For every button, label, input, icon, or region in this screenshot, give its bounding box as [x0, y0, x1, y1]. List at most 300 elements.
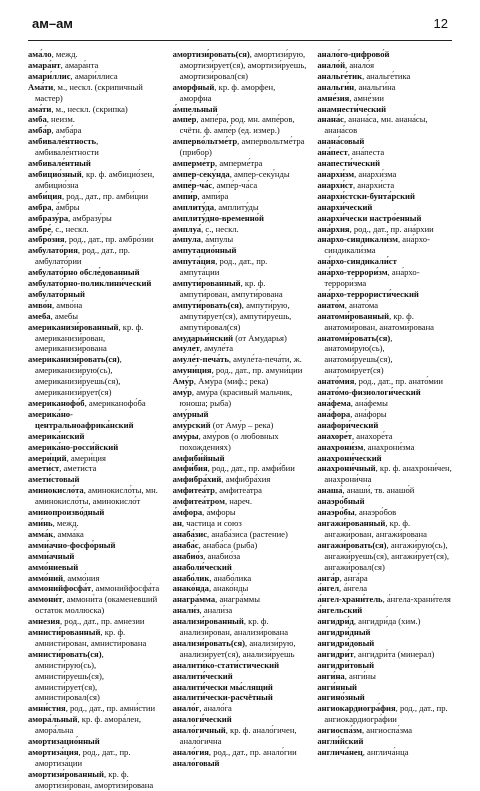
headword: анахоре́т [317, 430, 352, 441]
dictionary-entry [317, 93, 452, 104]
running-head: ам–ам [32, 16, 73, 31]
dictionary-entry [28, 551, 163, 562]
headword: ампер-секу́нда [172, 168, 230, 179]
headword: ангиоспа́зм [317, 725, 362, 736]
dictionary-entry [28, 224, 163, 235]
entry-grammar: , ампе́р-ча́са [212, 179, 258, 190]
headword: анало́го-цифрово́й [317, 49, 390, 59]
entry-grammar: , кр. ф. американизи́рован, американизи́рована [35, 321, 144, 354]
entry-grammar: , частица и союз [181, 517, 242, 528]
dictionary-entry [173, 202, 308, 213]
dictionary-entry [28, 540, 163, 551]
headword: анамнести́ческий [317, 103, 387, 114]
dictionary-entry [173, 453, 308, 464]
entry-grammar: , с., нескл. [201, 223, 239, 234]
headword: аналити́чески мы́слящий [172, 681, 273, 692]
entry-grammar: , а́нгела-храни́теля [382, 594, 451, 605]
entry-grammar: , анги́ны [344, 670, 376, 681]
dictionary-entry [317, 213, 452, 224]
headword: анализи́рованный [172, 616, 244, 627]
headword: анархи́ческий [317, 201, 373, 212]
entry-grammar: , анаба́са (рыба) [198, 539, 258, 550]
dictionary-entry [317, 660, 452, 671]
dictionary-entry [173, 49, 308, 82]
dictionary-entry [173, 703, 308, 714]
headword: амортизи́рованный [28, 768, 104, 779]
headword: анатоми́ровать(ся) [317, 332, 391, 343]
headword: анако́нда [172, 583, 209, 594]
headword: анархи́чески настро́енный [317, 212, 422, 223]
entry-grammar: , анатоми́рую(сь), анатоми́руешь(ся), анатоми́рует(ся) [324, 332, 393, 376]
dictionary-entry [173, 594, 308, 605]
entry-grammar: , кр. ф. аморфен, аморфна [179, 81, 276, 103]
headword: амплиту́да [172, 201, 215, 212]
entry-grammar: , анало́я [345, 59, 375, 70]
headword: амери́ций [28, 452, 67, 463]
entry-grammar: , кр. ф. анало́гичен, анало́гична [179, 725, 297, 747]
entry-grammar: , аму́ра (красивый мальчик, юноша; рыба) [179, 387, 293, 408]
dictionary-entry [28, 234, 163, 245]
entry-grammar: , амба́ра [51, 125, 82, 136]
headword: аналити́чески-расчётный [172, 692, 273, 703]
dictionary-entry [173, 409, 308, 420]
dictionary-entry [173, 714, 308, 725]
headword: анана́с [317, 114, 344, 125]
dictionary-entry [173, 562, 308, 573]
headword: аналити́ко-стати́стический [172, 659, 280, 670]
dictionary-entry [28, 769, 163, 791]
dictionary-columns [28, 49, 452, 791]
headword: амари́ллис [28, 70, 71, 81]
headword: ами́нь [28, 517, 53, 528]
entry-grammar: , анако́нды [208, 583, 249, 594]
dictionary-entry [317, 594, 452, 605]
headword: амортиза́ция [28, 747, 79, 757]
entry-grammar: , род., дат., пр. амнезии [59, 616, 145, 627]
dictionary-entry [317, 453, 452, 464]
dictionary-entry [317, 376, 452, 387]
entry-grammar: , а́мфоры [202, 507, 236, 518]
entry-grammar: , амплиту́ды [214, 201, 259, 212]
headword: амфибра́хий [172, 474, 222, 485]
headword: амфи́бия [172, 463, 208, 474]
headword: анаша́ [317, 485, 343, 496]
dictionary-entry [28, 71, 163, 82]
headword: амфиби́йный [172, 452, 225, 463]
entry-grammar: , кр. ф. амнисти́рован, амнисти́рована [35, 627, 147, 648]
headword: аминопроизво́дный [28, 507, 105, 518]
dictionary-entry [173, 234, 308, 245]
dictionary-entry [28, 594, 163, 616]
dictionary-entry [317, 71, 452, 82]
dictionary-entry [317, 540, 452, 573]
dictionary-entry [28, 104, 163, 115]
entry-grammar: , ана́форы [350, 408, 387, 419]
entry-grammar: , род., дат., пр. ангиокардиогра́фии [324, 703, 448, 725]
dictionary-entry [173, 529, 308, 540]
dictionary-entry [28, 518, 163, 529]
entry-grammar: , род., дат., пр. амортиза́ции [35, 747, 131, 768]
headword: амфитеа́тр [172, 485, 215, 496]
headword: амнисти́рованный [28, 627, 101, 638]
dictionary-entry [28, 322, 163, 355]
headword: амбулато́рия [28, 245, 78, 256]
entry-grammar: , анаэро́бов [354, 507, 397, 518]
page-number: 12 [433, 16, 448, 31]
headword: амбразу́ра [28, 212, 69, 223]
entry-grammar: , кр. ф. ампути́рован, ампути́рована [179, 278, 283, 299]
dictionary-entry [317, 191, 452, 202]
entry-grammar: , род., дат., пр. анато́мии [354, 376, 443, 387]
headword: анаэро́бы [317, 507, 355, 518]
dictionary-entry [173, 191, 308, 202]
entry-grammar: , род., дат., пр. амбулато́рии [35, 245, 130, 267]
headword: амперме́тр [172, 158, 216, 169]
headword: ама́ти [28, 103, 52, 114]
headword: амора́льный [28, 714, 78, 725]
dictionary-entry [28, 245, 163, 267]
entry-grammar: , анга́ра [339, 572, 368, 583]
entry-grammar: , анабио́за [203, 550, 241, 561]
entry-grammar: , род., дат., пр. амбро́зии [64, 234, 154, 245]
dictionary-entry [317, 147, 452, 158]
headword: амфитеа́тром [172, 496, 225, 507]
dictionary-entry [173, 474, 308, 485]
entry-grammar: , ангидри́та (минерал) [353, 648, 435, 659]
headword: амбивале́нтность [28, 136, 97, 147]
dictionary-entry [28, 616, 163, 627]
entry-grammar: , амбразу́ры [68, 212, 112, 223]
dictionary-entry [28, 562, 163, 573]
dictionary-entry [173, 104, 308, 115]
headword: анана́совый [317, 136, 365, 147]
dictionary-entry [28, 278, 163, 289]
dictionary-entry [317, 224, 452, 235]
dictionary-entry [317, 82, 452, 93]
dictionary-entry [317, 256, 452, 267]
headword: анало́г [172, 703, 200, 714]
entry-grammar: , ана́песта [347, 147, 385, 158]
entry-grammar: , ампути́рую, ампути́рует(ся), ампути́руешь, ампути́ровал(ся) [179, 299, 292, 332]
dictionary-entry [28, 649, 163, 704]
dictionary-entry [173, 551, 308, 562]
dictionary-entry [28, 300, 163, 311]
headword: амбулато́рно-поликлини́ческий [28, 278, 152, 289]
headword: амми́ачно-фосфо́рный [28, 539, 116, 550]
headword: амво́н [28, 299, 52, 310]
dictionary-entry [173, 682, 308, 693]
dictionary-entry [173, 616, 308, 638]
entry-grammar: , амфитеа́тра [214, 485, 262, 496]
dictionary-entry [28, 714, 163, 736]
headword: ана́рхо-террори́зм [317, 267, 388, 278]
headword: анато́м [317, 299, 345, 310]
headword: анало́гичный [172, 725, 226, 736]
entry-grammar: , амма́ка [53, 528, 84, 539]
headword: аналоги́ческий [172, 714, 232, 725]
dictionary-entry [173, 507, 308, 518]
dictionary-entry [317, 573, 452, 584]
dictionary-entry [173, 485, 308, 496]
headword: ампути́ровать(ся) [172, 299, 242, 310]
dictionary-entry [317, 692, 452, 703]
headword: амни́стия [28, 703, 66, 714]
entry-grammar: , род., дат., пр. ампута́ции [179, 256, 268, 278]
entry-grammar: , амво́на [51, 299, 83, 310]
dictionary-entry [317, 398, 452, 409]
dictionary-entry [317, 333, 452, 377]
dictionary-entry [317, 267, 452, 289]
headword: англи́йский [317, 736, 364, 747]
entry-grammar: , ана́рхо-террори́зма [324, 267, 420, 289]
dictionary-entry [173, 671, 308, 682]
dictionary-entry [28, 136, 163, 158]
dictionary-entry [28, 747, 163, 769]
dictionary-entry [173, 224, 308, 235]
entry-grammar: , амнисти́рую(сь), амнисти́руешь(ся), амнисти́рует(ся), амнисти́ровал(ся) [35, 648, 104, 703]
entry-grammar: , анархи́зма [354, 168, 397, 179]
dictionary-entry [317, 627, 452, 638]
headword: амба [28, 114, 47, 125]
dictionary-entry [28, 158, 163, 169]
headword: ангажи́ровать(ся) [317, 539, 387, 550]
headword: аму́р [172, 387, 192, 398]
entry-grammar: , анато́ма [344, 299, 379, 310]
dictionary-entry [173, 376, 308, 387]
dictionary-entry [317, 725, 452, 736]
headword: амма́к [28, 528, 54, 539]
entry-grammar: , анальги́на [354, 81, 396, 92]
headword: аналити́ческий [172, 670, 233, 681]
dictionary-entry [317, 169, 452, 180]
headword: амбулато́рный [28, 288, 85, 299]
dictionary-entry [173, 583, 308, 594]
dictionary-entry [317, 616, 452, 627]
entry-grammar: , анана́са, мн. анана́сы, анана́сов [324, 114, 428, 136]
entry-grammar: , Аму́ра (миф.; река) [193, 376, 269, 387]
dictionary-entry [317, 409, 452, 420]
column-2 [173, 49, 308, 791]
headword: ама́ло [28, 49, 52, 59]
entry-grammar: , амари́ллиса [70, 70, 118, 81]
entry-grammar: , род., дат., пр. анало́гии [208, 747, 297, 757]
entry-grammar: , ампе́ра, род. мн. ампе́ров, счётн. ф. ампе́р (ед. измер.) [179, 114, 295, 136]
headword: анги́на [317, 670, 345, 681]
headword: ана́рхо-синдикали́зм [317, 234, 398, 245]
headword: ангажи́рованный [317, 517, 386, 528]
headword: ана́фема [317, 398, 351, 408]
headword: ангидри́дный [317, 627, 371, 638]
headword: амеба [28, 310, 51, 321]
dictionary-entry [28, 311, 163, 322]
dictionary-entry [173, 747, 308, 758]
entry-grammar: , кр. ф. анатоми́рован, анатоми́рована [324, 310, 434, 332]
dictionary-entry [173, 725, 308, 747]
entry-grammar: , аммонийфосфа́та [91, 583, 160, 594]
headword: ампе́р [172, 114, 197, 125]
headword: американизи́ровать(ся) [28, 354, 120, 365]
entry-grammar: , ампи́ра [197, 190, 229, 201]
column-3 [317, 49, 452, 791]
headword: амара́нт [28, 59, 61, 70]
dictionary-entry [317, 114, 452, 136]
headword: а́нгел [317, 583, 340, 594]
entry-grammar: , а́мпулы [200, 234, 234, 245]
dictionary-entry [28, 627, 163, 649]
headword: ампе́р-ча́с [172, 179, 213, 190]
headword: амортизацио́нный [28, 736, 100, 747]
entry-grammar: , амортизи́рую, амортизи́рует(ся), амортизи́руешь, амортизи́ровал(ся) [179, 49, 307, 81]
headword: амбре́ [28, 223, 52, 234]
entry-grammar: , ангиоспа́зма [362, 725, 413, 736]
entry-grammar: , м., нескл. (скрипичный мастер) [35, 81, 143, 103]
dictionary-entry [173, 169, 308, 180]
headword: амети́ст [28, 463, 60, 474]
entry-grammar: , амуле́та [199, 343, 234, 354]
column-1 [28, 49, 163, 791]
headword: ампи́р [172, 190, 198, 201]
headword: амплуа́ [172, 223, 202, 234]
dictionary-entry [317, 442, 452, 453]
headword: анато́мия [317, 376, 355, 387]
entry-grammar: , анали́за [199, 605, 233, 616]
headword: анапести́ческий [317, 158, 381, 169]
dictionary-entry [173, 213, 308, 224]
dictionary-entry [173, 300, 308, 333]
dictionary-entry [173, 605, 308, 616]
headword: амнисти́ровать(ся) [28, 648, 102, 659]
dictionary-entry [173, 496, 308, 507]
headword: амбивале́нтный [28, 158, 91, 169]
headword: ампутацио́нный [172, 245, 237, 256]
dictionary-entry [28, 49, 163, 60]
entry-grammar: , англича́нца [362, 747, 409, 757]
headword: анальге́тик [317, 70, 363, 81]
entry-grammar: , межд. [51, 49, 78, 59]
headword: Ама́ти [28, 81, 54, 92]
dictionary-entry [317, 518, 452, 540]
headword: а́мфора [172, 507, 203, 518]
headword: ан [172, 517, 182, 528]
dictionary-entry [173, 518, 308, 529]
entry-grammar: , амери́ция [66, 452, 106, 463]
dictionary-entry [317, 747, 452, 758]
headword: америка́но-росси́йский [28, 441, 119, 452]
dictionary-entry [317, 202, 452, 213]
headword: анархи́стски-бунта́рский [317, 190, 415, 201]
dictionary-entry [317, 311, 452, 333]
entry-grammar: , анальге́тика [362, 70, 411, 81]
headword: анархи́ст [317, 179, 353, 190]
dictionary-entry [173, 158, 308, 169]
dictionary-entry [28, 82, 163, 104]
headword: ангино́зный [317, 692, 365, 703]
headword: а́нгел-храни́тель [317, 594, 383, 605]
entry-grammar: (от Аму́р – река) [210, 419, 274, 430]
headword: анахрони́чный [317, 463, 376, 474]
headword: ампути́рованный [172, 278, 241, 289]
dictionary-entry [317, 605, 452, 616]
headword: ангидри́т [317, 648, 354, 659]
headword: амударьи́нский [172, 332, 234, 343]
entry-grammar: , род., дат., пр. амфи́бии [207, 463, 295, 474]
dictionary-entry [28, 114, 163, 125]
headword: ангидри́довый [317, 637, 375, 648]
headword: анаболи́ческий [172, 561, 232, 572]
dictionary-entry [317, 49, 452, 60]
entry-grammar: , аммо́ния [63, 572, 100, 583]
dictionary-entry [173, 365, 308, 376]
entry-grammar: , м., нескл. (скрипка) [51, 103, 128, 114]
entry-grammar: , ана́фемы [350, 398, 388, 408]
dictionary-entry [317, 387, 452, 398]
entry-grammar: , анагра́ммы [215, 594, 260, 605]
headword: амнезия [28, 616, 60, 627]
entry-grammar: , анаши́, тв. анашо́й [342, 485, 415, 496]
entry-grammar: , амебы [50, 310, 79, 321]
headword: анализи́ровать(ся) [172, 637, 246, 648]
dictionary-entry [317, 180, 452, 191]
headword: анабо́лик [172, 572, 210, 583]
headword: анаба́зис [172, 528, 208, 539]
headword: амбицио́зный [28, 168, 82, 179]
dictionary-entry [28, 507, 163, 518]
headword: а́нгельский [317, 605, 363, 616]
entry-grammar: , кр. ф. ангажи́рован, ангажи́рована [324, 517, 427, 539]
entry-grammar: , кр. ф. амбицио́зен, амбицио́зна [35, 168, 155, 190]
dictionary-entry [173, 333, 308, 344]
headword: анало́й [317, 59, 346, 70]
dictionary-entry [173, 245, 308, 256]
headword: америка́но-центральноафрика́нский [28, 408, 134, 430]
dictionary-entry [317, 300, 452, 311]
dictionary-entry [317, 682, 452, 693]
dictionary-entry [173, 638, 308, 660]
headword: ангидри́д [317, 616, 354, 627]
headword: амортизи́ровать(ся) [172, 49, 250, 59]
headword: анагра́мма [172, 594, 216, 605]
dictionary-entry [317, 583, 452, 594]
entry-grammar: , анахоре́та [351, 430, 393, 441]
headword: ана́рхо-террористи́ческий [317, 288, 419, 299]
entry-grammar: , амперме́тра [215, 158, 263, 169]
dictionary-entry [317, 703, 452, 725]
entry-grammar: , ампер-секу́нды [229, 168, 290, 179]
headword: амбулато́рно обсле́дованный [28, 267, 140, 278]
entry-grammar: , а́нгела [339, 583, 368, 594]
headword: ангиокардиогра́фия [317, 703, 396, 714]
dictionary-entry [28, 573, 163, 584]
dictionary-entry [28, 453, 163, 464]
headword: амне́зия [317, 92, 350, 103]
dictionary-entry [317, 496, 452, 507]
entry-grammar: , род., дат., пр. ана́рхии [349, 223, 434, 234]
headword: амбро́зия [28, 234, 65, 245]
dictionary-entry [173, 573, 308, 584]
headword: амби́ция [28, 190, 62, 201]
dictionary-entry [28, 409, 163, 431]
dictionary-entry [28, 354, 163, 398]
dictionary-entry [317, 420, 452, 431]
headword: ана́пест [317, 147, 348, 158]
headword: ана́фора [317, 408, 351, 419]
dictionary-entry [317, 431, 452, 442]
dictionary-entry [28, 125, 163, 136]
entry-grammar: , а́мбры [51, 201, 80, 212]
dictionary-entry [28, 213, 163, 224]
dictionary-entry [28, 289, 163, 300]
entry-grammar: , амара́нта [60, 59, 99, 70]
